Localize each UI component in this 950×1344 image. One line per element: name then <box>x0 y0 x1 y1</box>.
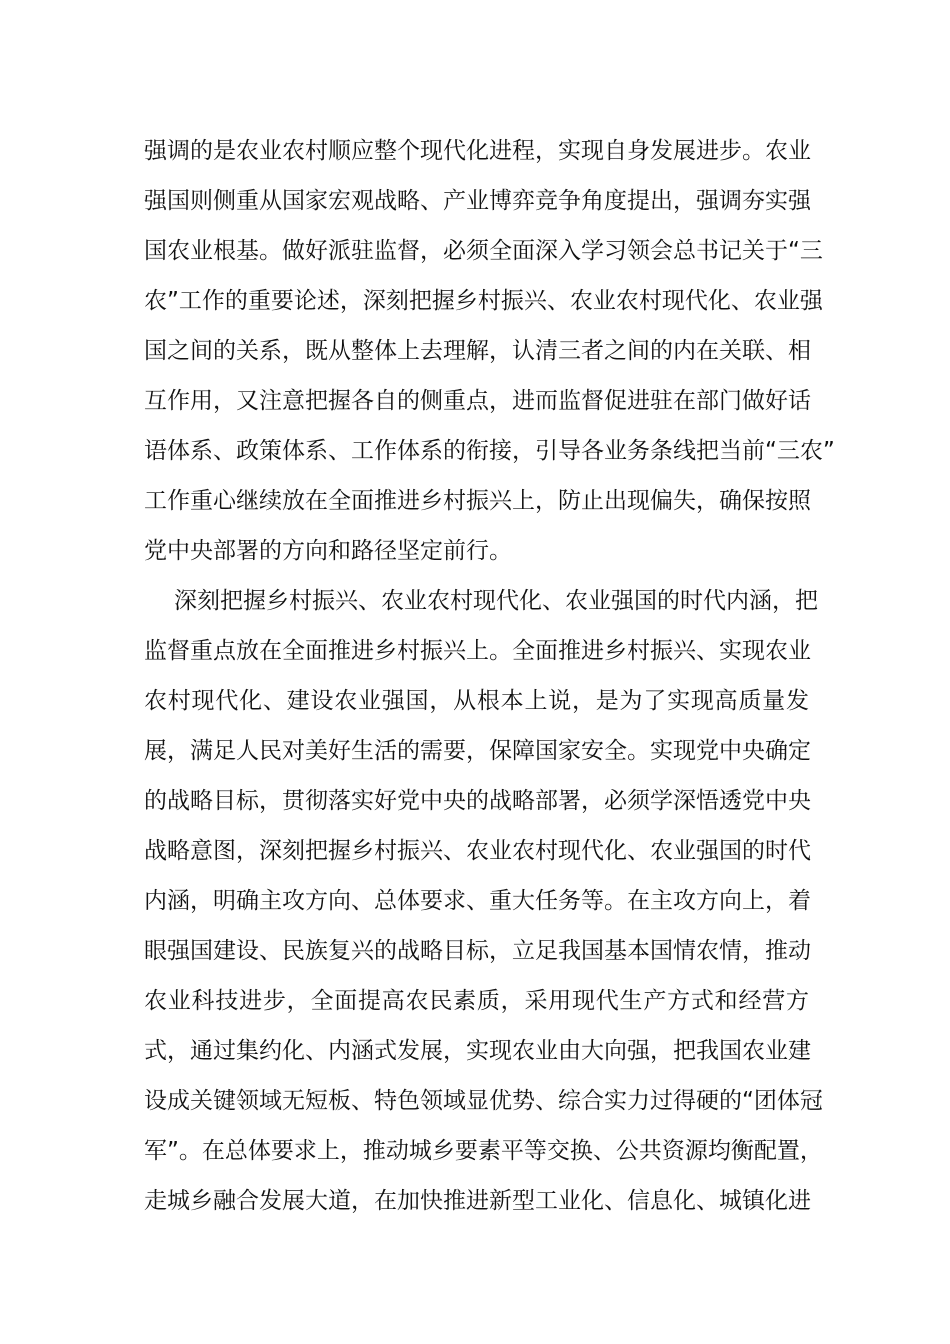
paragraph-2-line-8: 眼强国建设、民族复兴的战略目标，立足我国基本国情农情，推动 <box>144 938 811 964</box>
paragraph-2-line-5: 的战略目标，贯彻落实好党中央的战略部署，必须学深悟透党中央 <box>144 788 811 814</box>
paragraph-2-line-1: 深刻把握乡村振兴、农业农村现代化、农业强国的时代内涵，把 <box>174 588 818 614</box>
paragraph-2-line-6: 战略意图，深刻把握乡村振兴、农业农村现代化、农业强国的时代 <box>144 838 811 864</box>
paragraph-2-line-3: 农村现代化、建设农业强国，从根本上说，是为了实现高质量发 <box>144 688 809 714</box>
paragraph-1-line-1: 强调的是农业农村顺应整个现代化进程，实现自身发展进步。农业 <box>144 138 811 164</box>
paragraph-1-line-8: 工作重心继续放在全面推进乡村振兴上，防止出现偏失，确保按照 <box>144 488 811 514</box>
paragraph-2-line-12: 军”。在总体要求上，推动城乡要素平等交换、公共资源均衡配置， <box>144 1138 823 1164</box>
paragraph-2-line-9: 农业科技进步，全面提高农民素质，采用现代生产方式和经营方 <box>144 988 809 1014</box>
body-text <box>144 126 835 1226</box>
paragraph-1-line-2: 强国则侧重从国家宏观战略、产业博弈竞争角度提出，强调夯实强 <box>144 188 811 214</box>
paragraph-1-line-5: 国之间的关系，既从整体上去理解，认清三者之间的内在关联、相 <box>144 338 811 364</box>
paragraph-1-line-9: 党中央部署的方向和路径坚定前行。 <box>144 538 512 564</box>
paragraph-1-line-7: 语体系、政策体系、工作体系的衔接，引导各业务条线把当前“三农” <box>144 438 835 464</box>
paragraph-2-line-11: 设成关键领域无短板、特色领域显优势、综合实力过得硬的“团体冠 <box>144 1088 823 1114</box>
paragraph-2-line-13: 走城乡融合发展大道，在加快推进新型工业化、信息化、城镇化进 <box>144 1188 811 1214</box>
paragraph-1-line-3: 国农业根基。做好派驻监督，必须全面深入学习领会总书记关于“三 <box>144 238 823 264</box>
paragraph-2-line-2: 监督重点放在全面推进乡村振兴上。全面推进乡村振兴、实现农业 <box>144 638 811 664</box>
paragraph-2-line-7: 内涵，明确主攻方向、总体要求、重大任务等。在主攻方向上，着 <box>144 888 811 914</box>
paragraph-1-line-6: 互作用，又注意把握各自的侧重点，进而监督促进驻在部门做好话 <box>144 388 811 414</box>
paragraph-1-line-4: 农”工作的重要论述，深刻把握乡村振兴、农业农村现代化、农业强 <box>144 288 823 314</box>
paragraph-2-line-4: 展，满足人民对美好生活的需要，保障国家安全。实现党中央确定 <box>144 738 811 764</box>
paragraph-2-line-10: 式，通过集约化、内涵式发展，实现农业由大向强，把我国农业建 <box>144 1038 811 1064</box>
